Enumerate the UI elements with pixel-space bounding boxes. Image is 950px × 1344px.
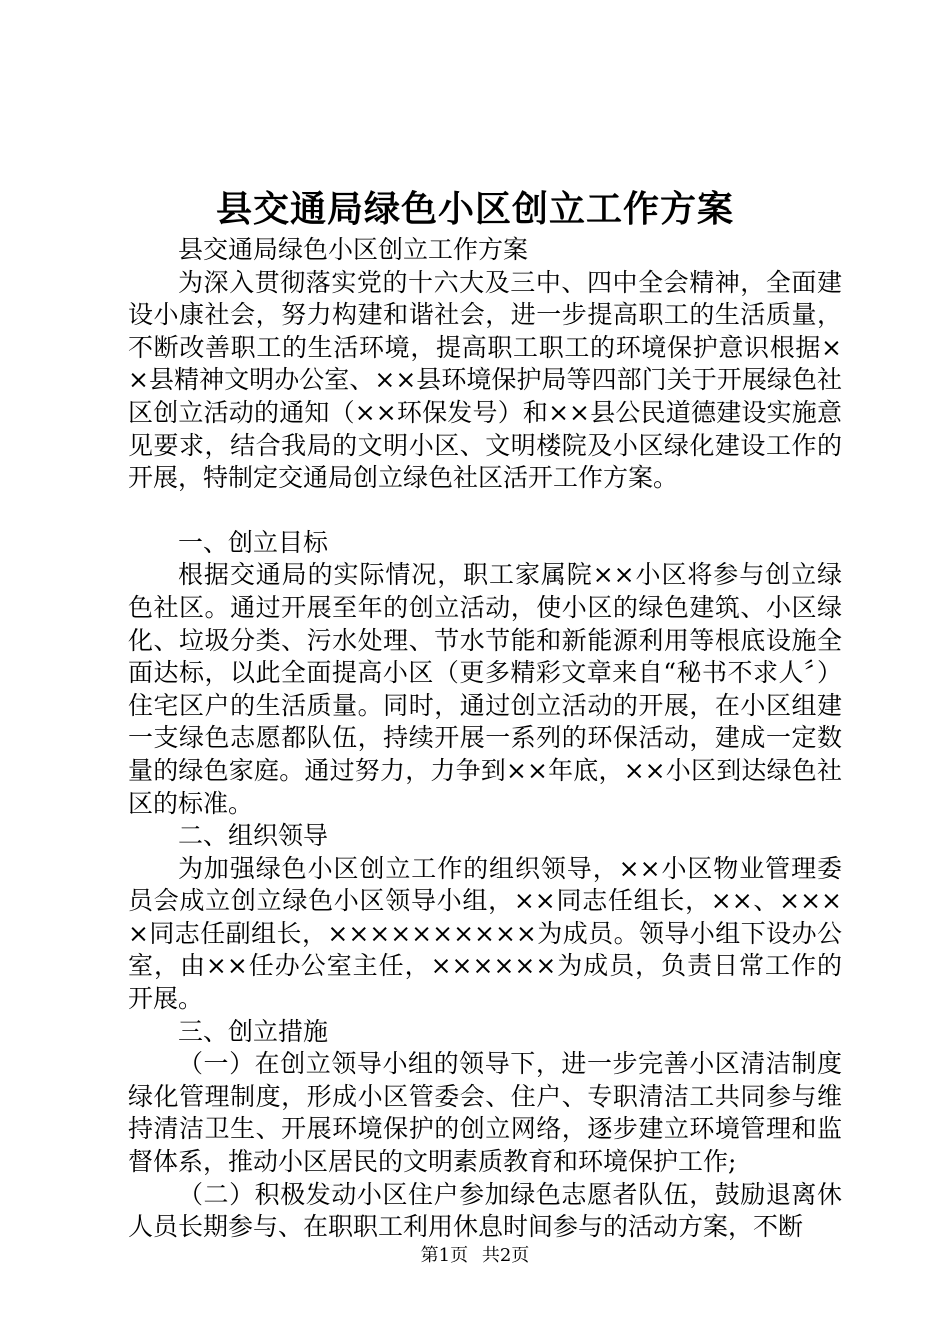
document-title: 县交通局绿色小区创立工作方案: [215, 188, 734, 230]
document-body: [128, 234, 842, 1244]
page-total: 共2页: [481, 1245, 530, 1266]
section-heading-measures: 三、创立措施: [178, 1016, 329, 1046]
paragraph-organization: 为加强绿色小区创立工作的组织领导，××小区物业管理委员会成立创立绿色小区领导小组，××同志任组长，××、××××同志任副组长，××××××××××为成员。领导小组下设办公室，由××任办公室主任，××××××为成员，负责日常工作的开展。: [128, 853, 842, 1014]
paragraph-measure-1: （一）在创立领导小组的领导下，进一步完善小区清洁制度绿化管理制度，形成小区管委会、住户、专职清洁工共同参与维持清洁卫生、开展环境保护的创立网络，逐步建立环境管理和监督体系，推动小区居民的文明素质教育和环境保护工作;: [128, 1049, 842, 1177]
section-heading-goal: 一、创立目标: [178, 527, 329, 557]
page-number: 第1页: [420, 1245, 469, 1266]
paragraph-intro: 为深入贯彻落实党的十六大及三中、四中全会精神，全面建设小康社会，努力构建和谐社会，进一步提高职工的生活质量，不断改善职工的生活环境，提高职工职工的环境保护意识根据××县精神文明办公室、××县环境保护局等四部门关于开展绿色社区创立活动的通知（××环保发号）和××县公民道德建设实施意见要求，结合我局的文明小区、文明楼院及小区绿化建设工作的开展，特制定交通局创立绿色社区活开工作方案。: [128, 267, 842, 493]
paragraph-measure-2: （二）积极发动小区住户参加绿色志愿者队伍，鼓励退离休人员长期参与、在职职工利用休息时间参与的活动方案，不断: [128, 1179, 842, 1242]
paragraph-subtitle: 县交通局绿色小区创立工作方案: [178, 235, 529, 264]
section-heading-organization: 二、组织领导: [178, 821, 329, 851]
paragraph-goal: 根据交通局的实际情况，职工家属院××小区将参与创立绿色社区。通过开展至年的创立活动，使小区的绿色建筑、小区绿化、垃圾分类、污水处理、节水节能和新能源利用等根底设施全面达标，以此全面提高小区（更多精彩文章来自“秘书不求人〞）住宅区户的生活质量。同时，通过创立活动的开展，在小区组建一支绿色志愿都队伍，持续开展一系列的环保活动，建成一定数量的绿色家庭。通过努力，力争到××年底，××小区到达绿色社区的标准。: [128, 560, 842, 818]
page-footer: [0, 1244, 950, 1268]
